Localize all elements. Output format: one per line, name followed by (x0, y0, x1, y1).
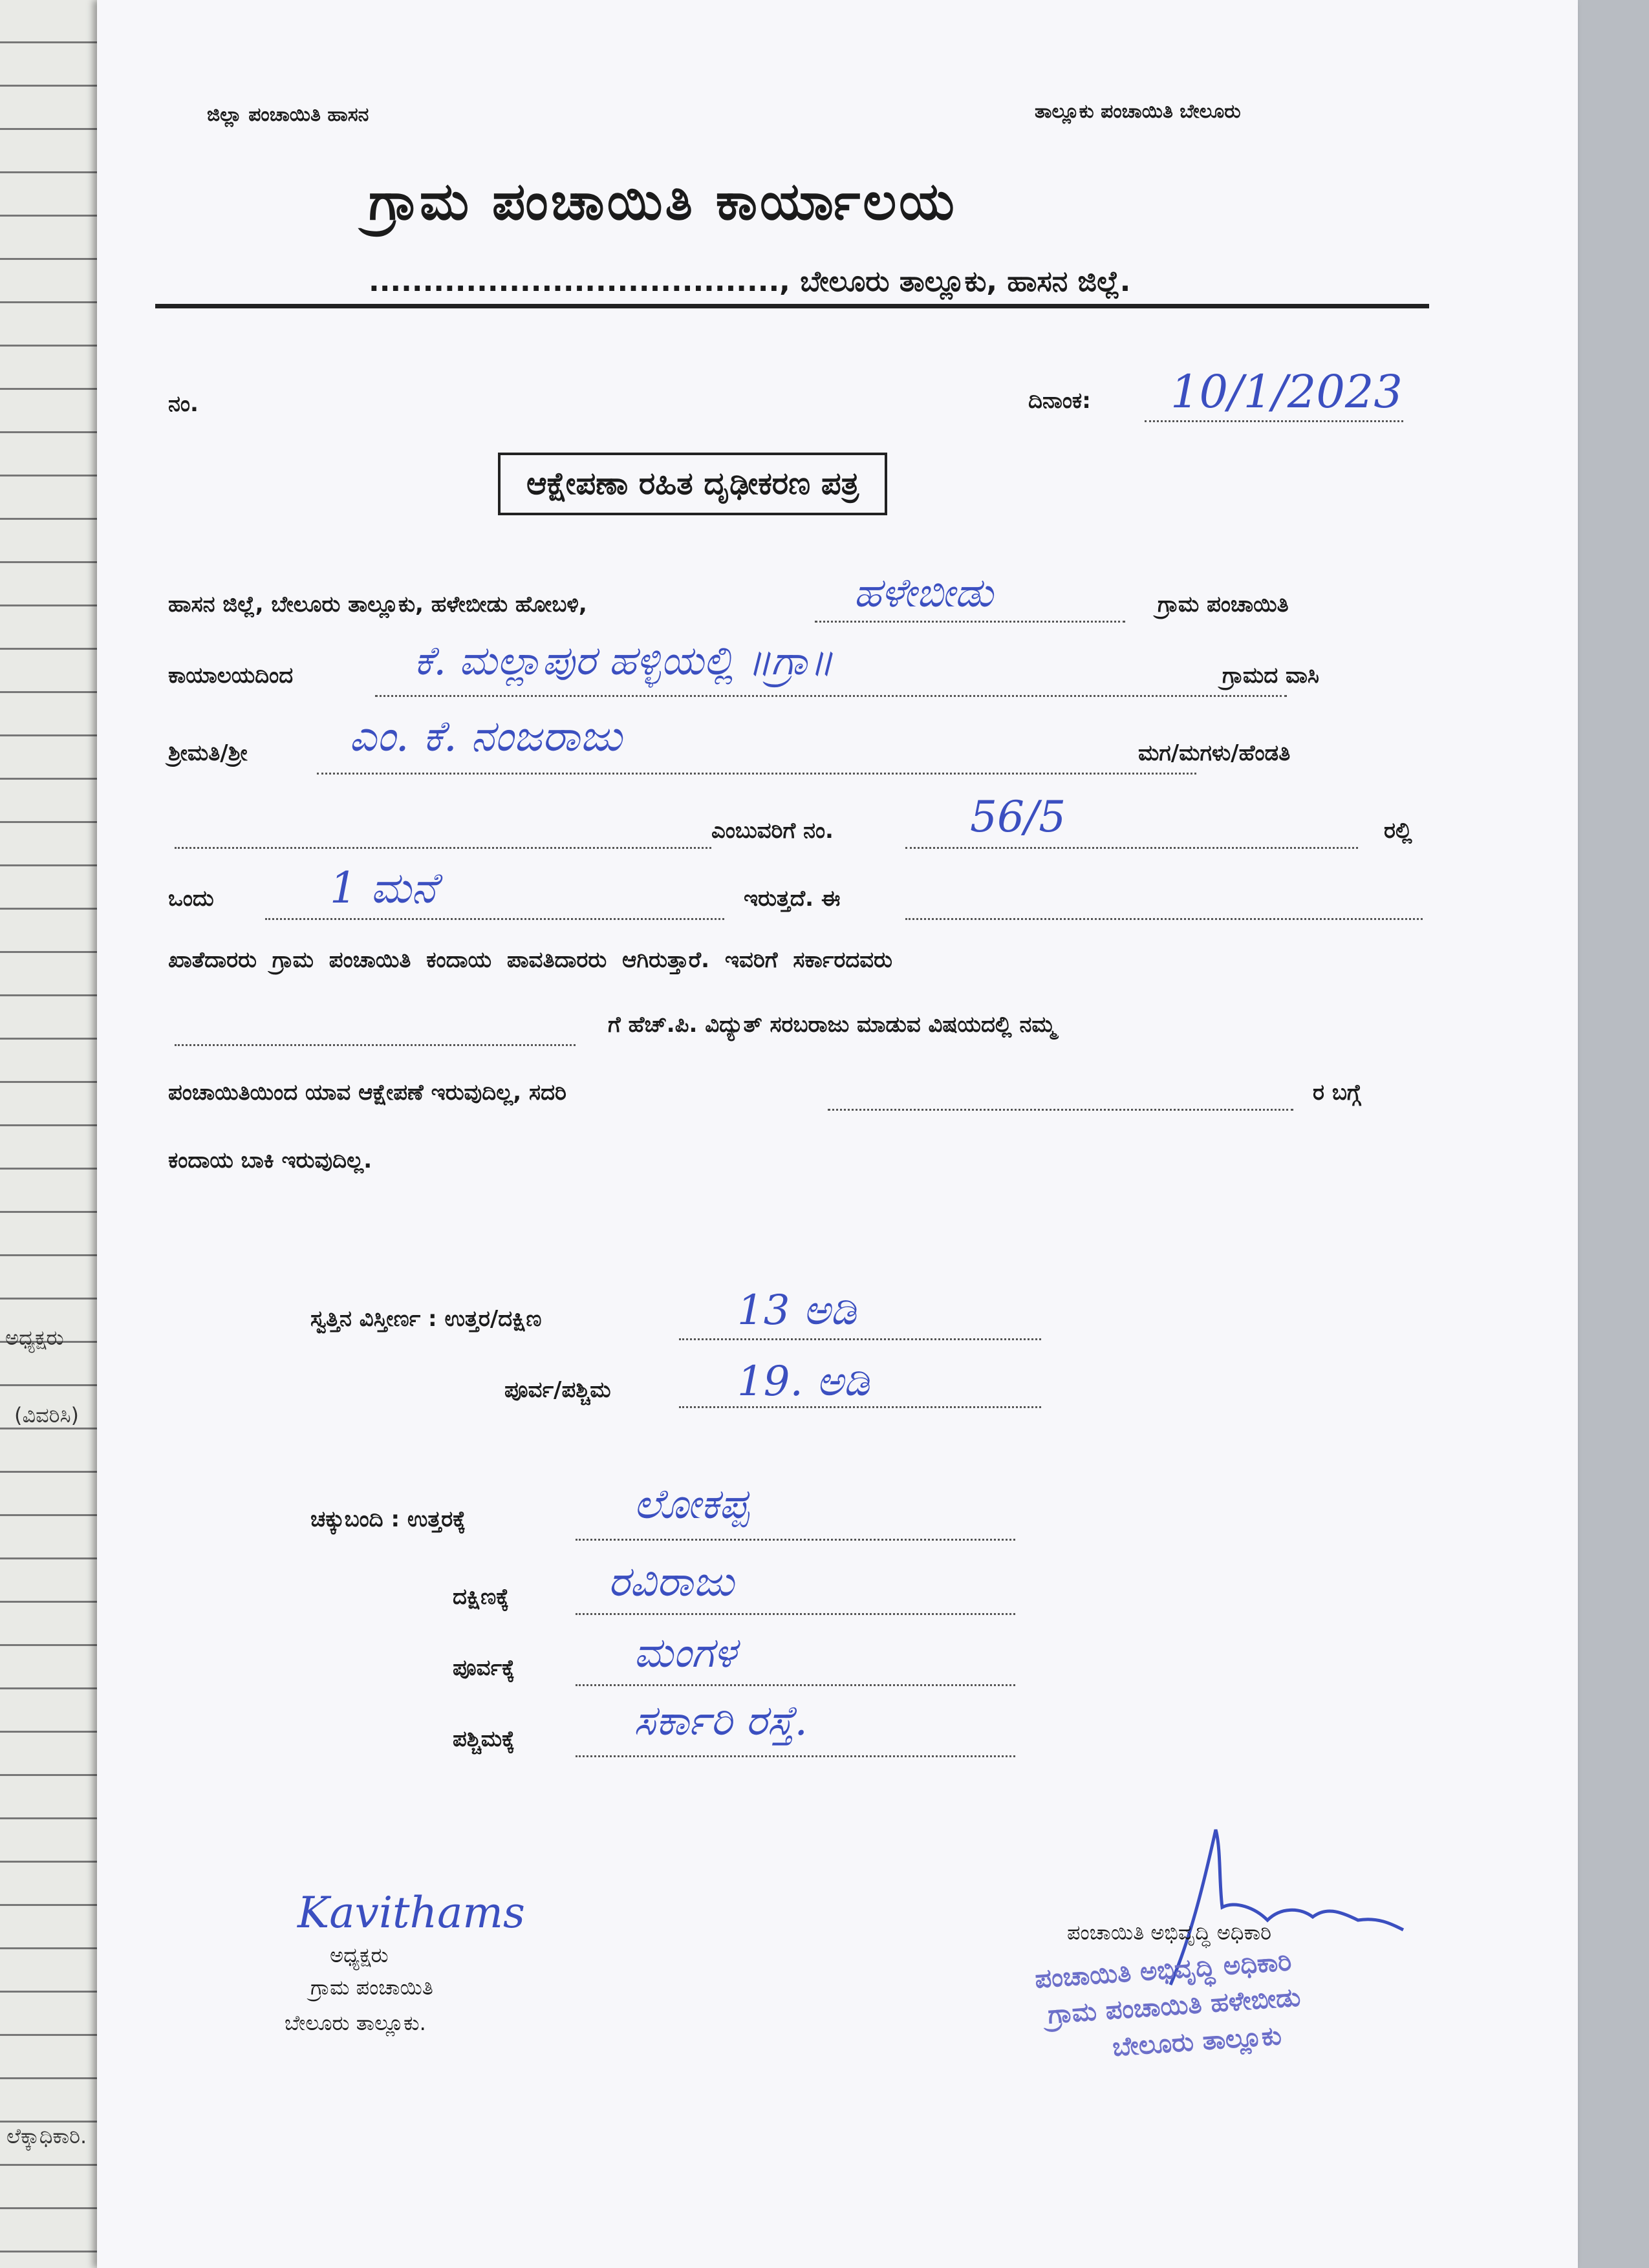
body-line1-blank (815, 621, 1125, 623)
body-line2-suffix: ಗ್ರಾಮದ ವಾಸಿ (1222, 663, 1319, 689)
dimension-ew-value: 19. ಅಡಿ (737, 1358, 870, 1406)
dimension-ns-line (679, 1338, 1041, 1340)
president-taluk: ಬೇಲೂರು ತಾಲ್ಲೂಕು. (285, 2011, 426, 2035)
boundary-north-label: ಚಕ್ಕುಬಂದಿ : ಉತ್ತರಕ್ಕೆ (310, 1506, 466, 1532)
body-line4-suffix: ರಲ್ಲಿ (1384, 818, 1412, 844)
body-line9: ಕಂದಾಯ ಬಾಕಿ ಇರುವುದಿಲ್ಲ. (168, 1148, 372, 1173)
ledger-fragment-lekkadhikari: ಲೆಕ್ಕಾಧಿಕಾರಿ. (6, 2124, 87, 2148)
dimension-ew-line (679, 1406, 1041, 1408)
president-designation: ಅಧ್ಯಕ್ಷರು (330, 1943, 389, 1967)
body-line5-blank (265, 918, 724, 920)
boundary-west-label: ಪಶ್ಚಿಮಕ್ಕೆ (453, 1726, 515, 1752)
stamp-line1: ಪಂಚಾಯಿತಿ ಅಭಿವೃದ್ಧಿ ಅಧಿಕಾರಿ (1033, 1947, 1293, 1995)
panchayat-name-filled: ಹಳೇಬೀಡು (854, 569, 993, 616)
certificate-title-box: ಆಕ್ಷೇಪಣಾ ರಹಿತ ದೃಢೀಕರಣ ಪತ್ರ (498, 453, 887, 515)
body-line3-prefix: ಶ್ರೀಮತಿ/ಶ್ರೀ (168, 740, 248, 766)
body-line1-suffix: ಗ್ರಾಮ ಪಂಚಾಯಿತಿ (1158, 592, 1289, 617)
body-line6: ಖಾತೆದಾರರು ಗ್ರಾಮ ಪಂಚಾಯಿತಿ ಕಂದಾಯ ಪಾವತಿದಾರರು ಆಗಿರುತ್ತಾರೆ. ಇವರಿಗೆ ಸರ್ಕಾರದವರು (168, 947, 892, 973)
boundary-east-line (576, 1684, 1015, 1686)
applicant-name-filled: ಎಂ. ಕೆ. ನಂಜರಾಜು (349, 711, 622, 761)
dimension-ew-label: ಪೂರ್ವ/ಪಶ್ಚಿಮ (504, 1377, 611, 1403)
president-panchayat: ಗ್ರಾಮ ಪಂಚಾಯಿತಿ (310, 1975, 433, 2000)
boundary-west-line (576, 1755, 1015, 1757)
date-line (1145, 420, 1403, 422)
stamp-line3: ಬೇಲೂರು ತಾಲ್ಲೂಕು (1111, 2020, 1283, 2063)
body-line3-blank (317, 773, 1196, 775)
header-taluk-panchayat: ತಾಲ್ಲೂಕು ಪಂಚಾಯಿತಿ ಬೇಲೂರು (1035, 100, 1241, 123)
boundary-south-line (576, 1613, 1015, 1615)
body-line3-suffix: ಮಗ/ಮಗಳು/ಹೆಂಡತಿ (1138, 740, 1291, 766)
ledger-fragment-adhyaksharu: ಅಧ್ಯಕ್ಷರು (5, 1325, 64, 1350)
boundary-north-value: ಲೋಕಪ್ಪ (634, 1481, 749, 1528)
stamp-line2: ಗ್ರಾಮ ಪಂಚಾಯಿತಿ ಹಳೇಬೀಡು (1046, 1982, 1302, 2030)
pdo-printed-designation: ಪಂಚಾಯಿತಿ ಅಭಿವೃದ್ಧಿ ಅಧಿಕಾರಿ (1067, 1920, 1272, 1945)
ref-number-label: ನಂ. (168, 391, 199, 417)
noc-certificate-sheet (97, 0, 1578, 2268)
dimension-ns-value: 13 ಅಡಿ (737, 1287, 857, 1334)
body-line8-prefix: ಪಂಚಾಯಿತಿಯಿಂದ ಯಾವ ಆಕ್ಷೇಪಣೆ ಇರುವುದಿಲ್ಲ, ಸದರಿ (168, 1080, 566, 1106)
body-line5-blank-2 (905, 918, 1423, 920)
body-line4-label: ಎಂಬುವರಿಗೆ ನಂ. (711, 818, 834, 844)
property-number-filled: 56/5 (970, 792, 1066, 842)
boundary-west-value: ಸರ್ಕಾರಿ ರಸ್ತೆ. (634, 1697, 808, 1745)
boundary-south-value: ರವಿರಾಜು (608, 1558, 734, 1606)
office-address: ......................................, ಬೇಲೂರು ತಾಲ್ಲೂಕು, ಹಾಸನ ಜಿಲ್ಲೆ. (369, 265, 1131, 298)
boundary-east-value: ಮಂಗಳ (634, 1629, 737, 1677)
body-line5-prefix: ಒಂದು (168, 886, 214, 912)
body-line1-prefix: ಹಾಸನ ಜಿಲ್ಲೆ, ಬೇಲೂರು ತಾಲ್ಲೂಕು, ಹಳೇಬೀಡು ಹೋಬಳಿ, (168, 592, 587, 617)
date-value: 10/1/2023 (1170, 365, 1403, 418)
boundary-north-line (576, 1539, 1015, 1541)
village-name-filled: ಕೆ. ಮಲ್ಲಾಪುರ ಹಳ್ಳಿಯಲ್ಲಿ ॥ಗ್ರಾ॥ (414, 637, 834, 684)
house-count-filled: 1 ಮನೆ (330, 863, 437, 913)
background-strip (1578, 0, 1649, 2268)
boundary-south-label: ದಕ್ಷಿಣಕ್ಕೆ (453, 1584, 510, 1610)
body-line7-blank (175, 1044, 576, 1046)
office-title: ಗ್ರಾಮ ಪಂಚಾಯಿತಿ ಕಾರ್ಯಾಲಯ (369, 171, 957, 231)
body-line4-blank (175, 847, 711, 849)
header-zilla-panchayat: ಜಿಲ್ಲಾ ಪಂಚಾಯಿತಿ ಹಾಸನ (207, 103, 369, 126)
ledger-fragment-vivarisi: (ವಿವರಿಸಿ) (14, 1403, 80, 1428)
boundary-east-label: ಪೂರ್ವಕ್ಕೆ (453, 1655, 515, 1681)
body-line8-suffix: ರ ಬಗ್ಗೆ (1313, 1080, 1361, 1106)
president-signature: Kavithams (297, 1888, 525, 1938)
date-label: ದಿನಾಂಕ: (1028, 388, 1091, 414)
dimension-ns-label: ಸ್ವತ್ತಿನ ವಿಸ್ತೀರ್ಣ : ಉತ್ತರ/ದಕ್ಷಿಣ (310, 1306, 542, 1332)
body-line5-mid: ಇರುತ್ತದೆ. ಈ (744, 886, 841, 912)
body-line2-prefix: ಕಾಯಾಲಯದಿಂದ (168, 663, 294, 689)
body-line8-blank (828, 1109, 1293, 1111)
body-line7: ಗೆ ಹೆಚ್.ಪಿ. ವಿದ್ಯುತ್ ಸರಬರಾಜು ಮಾಡುವ ವಿಷಯದಲ್ಲಿ ನಮ್ಮ (608, 1012, 1056, 1038)
body-line2-blank (375, 695, 1287, 697)
header-divider (155, 304, 1429, 308)
property-number-line (905, 847, 1358, 849)
